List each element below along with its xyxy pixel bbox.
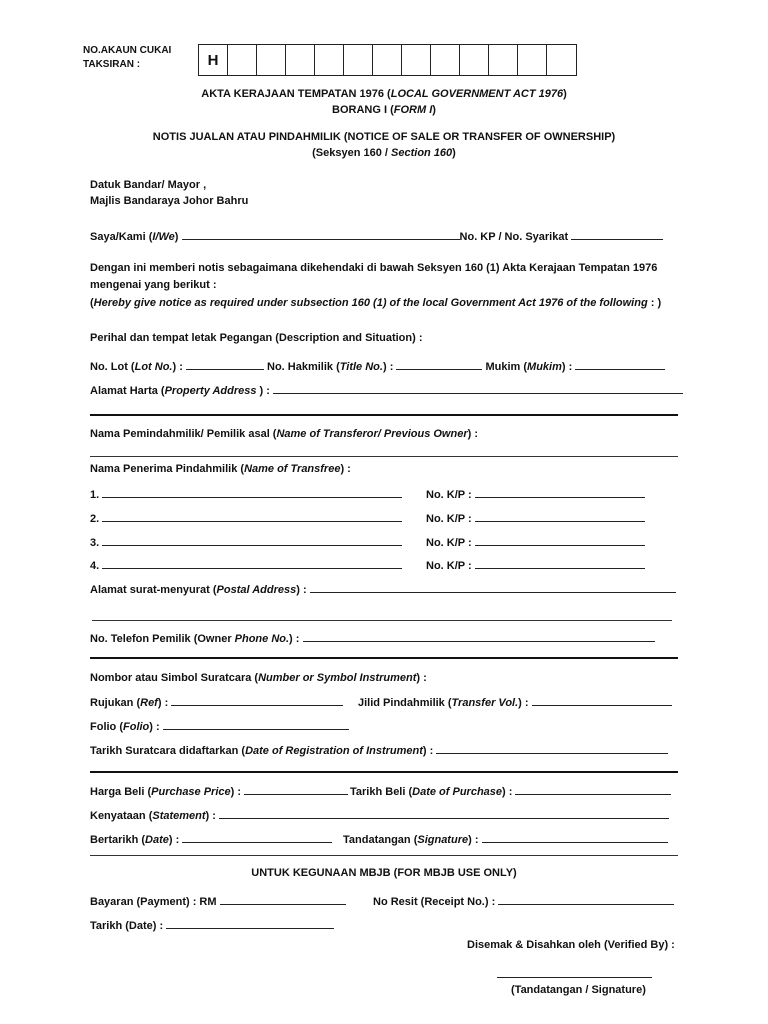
purchase-date-field[interactable] — [515, 785, 671, 795]
account-digit-cell[interactable] — [402, 45, 431, 75]
account-digit-cell[interactable] — [431, 45, 460, 75]
account-label-2: TAKSIRAN : — [83, 59, 141, 70]
dated-field[interactable] — [182, 833, 332, 843]
registration-date-field[interactable] — [436, 744, 668, 754]
folio-row: Folio (Folio) : — [90, 720, 349, 734]
transferee-kp-row: No. K/P : — [426, 536, 645, 550]
act-title: AKTA KERAJAAN TEMPATAN 1976 (LOCAL GOVERNMENT ACT 1976) — [201, 88, 567, 100]
purchase-price-field[interactable] — [244, 785, 348, 795]
applicant-name-field[interactable] — [182, 230, 460, 240]
transferee-kp-row: No. K/P : — [426, 559, 645, 573]
account-digit-cell[interactable] — [257, 45, 286, 75]
postal-address-field[interactable] — [310, 583, 676, 593]
form-title: BORANG I (FORM I) — [332, 104, 436, 116]
lot-row: No. Lot (Lot No.) : No. Hakmilik (Title No.) : Mukim (Mukim) : — [90, 360, 665, 374]
transferee-kp-field[interactable] — [475, 536, 645, 546]
transferee-name-field[interactable] — [102, 488, 402, 498]
signature-field[interactable] — [482, 833, 668, 843]
account-label-1: NO.AKAUN CUKAI — [83, 45, 172, 56]
phone-field[interactable] — [303, 632, 655, 642]
account-number-boxes[interactable] — [198, 44, 577, 76]
signature-row: Tandatangan (Signature) : — [343, 833, 668, 847]
phone-row: No. Telefon Pemilik (Owner Phone No.) : — [90, 632, 655, 646]
applicant-id-field[interactable] — [571, 230, 663, 240]
transferee-kp-field[interactable] — [475, 559, 645, 569]
office-date-field[interactable] — [166, 919, 334, 929]
account-digit-cell[interactable] — [489, 45, 518, 75]
transferee-name-field[interactable] — [102, 559, 402, 569]
addressee-line-2: Majlis Bandaraya Johor Bahru — [90, 195, 249, 207]
transferee-kp-row: No. K/P : — [426, 512, 645, 526]
transfer-vol-field[interactable] — [532, 696, 672, 706]
property-address-row: Alamat Harta (Property Address ) : — [90, 384, 683, 398]
postal-address-row: Alamat surat-menyurat (Postal Address) : — [90, 583, 676, 597]
payment-field[interactable] — [220, 895, 346, 905]
section-divider — [90, 657, 678, 659]
account-digit-cell[interactable] — [315, 45, 344, 75]
notice-line-3: (Hereby give notice as required under subsection 160 (1) of the local Government Act 1976 of the following : ) — [90, 297, 662, 309]
account-digit-cell[interactable] — [228, 45, 257, 75]
transferee-name-field[interactable] — [102, 512, 402, 522]
office-use-title: UNTUK KEGUNAAN MBJB (FOR MBJB USE ONLY) — [251, 867, 517, 879]
transfer-vol-row: Jilid Pindahmilik (Transfer Vol.) : — [358, 696, 672, 710]
transferee-kp-row: No. K/P : — [426, 488, 645, 502]
statement-row: Kenyataan (Statement) : — [90, 809, 669, 823]
receipt-field[interactable] — [498, 895, 674, 905]
notice-line-2: mengenai yang berikut : — [90, 279, 217, 291]
property-address-field[interactable] — [273, 384, 683, 394]
payment-row: Bayaran (Payment) : RM — [90, 895, 346, 909]
instrument-heading: Nombor atau Simbol Suratcara (Number or Symbol Instrument) : — [90, 672, 427, 684]
account-digit-cell[interactable] — [547, 45, 576, 75]
reference-field[interactable] — [171, 696, 343, 706]
section-title: (Seksyen 160 / Section 160) — [312, 147, 456, 159]
transferee-row: 4. — [90, 559, 402, 573]
statement-field[interactable] — [219, 809, 669, 819]
postal-address-field-2[interactable] — [92, 620, 672, 621]
reference-row: Rujukan (Ref) : — [90, 696, 343, 710]
folio-field[interactable] — [163, 720, 349, 730]
verifier-signature-field[interactable] — [497, 977, 652, 978]
section-divider — [90, 855, 678, 856]
account-digit-cell[interactable] — [460, 45, 489, 75]
transferee-name-field[interactable] — [102, 536, 402, 546]
purchase-price-row: Harga Beli (Purchase Price) : — [90, 785, 348, 799]
notice-title: NOTIS JUALAN ATAU PINDAHMILIK (NOTICE OF SALE OR TRANSFER OF OWNERSHIP) — [152, 131, 616, 143]
title-no-field[interactable] — [396, 360, 482, 370]
account-digit-cell[interactable] — [286, 45, 315, 75]
registration-date-row: Tarikh Suratcara didaftarkan (Date of Registration of Instrument) : — [90, 744, 668, 758]
account-digit-cell[interactable] — [344, 45, 373, 75]
verifier-signature-label: (Tandatangan / Signature) — [511, 984, 646, 996]
lot-field[interactable] — [186, 360, 264, 370]
office-date-row: Tarikh (Date) : — [90, 919, 334, 933]
section-divider — [90, 771, 678, 773]
account-digit-cell[interactable] — [373, 45, 402, 75]
transferee-label: Nama Penerima Pindahmilik (Name of Transfree) : — [90, 463, 351, 475]
transferee-kp-field[interactable] — [475, 488, 645, 498]
addressee-line-1: Datuk Bandar/ Mayor , — [90, 179, 207, 191]
applicant-row: Saya/Kami (I/We) No. KP / No. Syarikat — [90, 230, 663, 244]
verified-by-label: Disemak & Disahkan oleh (Verified By) : — [467, 939, 675, 951]
transferee-row: 2. — [90, 512, 402, 526]
dated-row: Bertarikh (Date) : — [90, 833, 332, 847]
purchase-date-row: Tarikh Beli (Date of Purchase) : — [350, 785, 671, 799]
transferee-kp-field[interactable] — [475, 512, 645, 522]
transferor-field[interactable] — [90, 456, 678, 457]
receipt-row: No Resit (Receipt No.) : — [373, 895, 674, 909]
description-heading: Perihal dan tempat letak Pegangan (Description and Situation) : — [90, 332, 423, 344]
section-divider — [90, 414, 678, 416]
notice-line-1: Dengan ini memberi notis sebagaimana dikehendaki di bawah Seksyen 160 (1) Akta Kerajaan Tempatan 1976 — [90, 262, 658, 274]
transferee-row: 3. — [90, 536, 402, 550]
transferee-row: 1. — [90, 488, 402, 502]
mukim-field[interactable] — [575, 360, 665, 370]
account-prefix-cell: H — [199, 45, 228, 75]
transferor-label: Nama Pemindahmilik/ Pemilik asal (Name of Transferor/ Previous Owner) : — [90, 428, 478, 440]
account-digit-cell[interactable] — [518, 45, 547, 75]
